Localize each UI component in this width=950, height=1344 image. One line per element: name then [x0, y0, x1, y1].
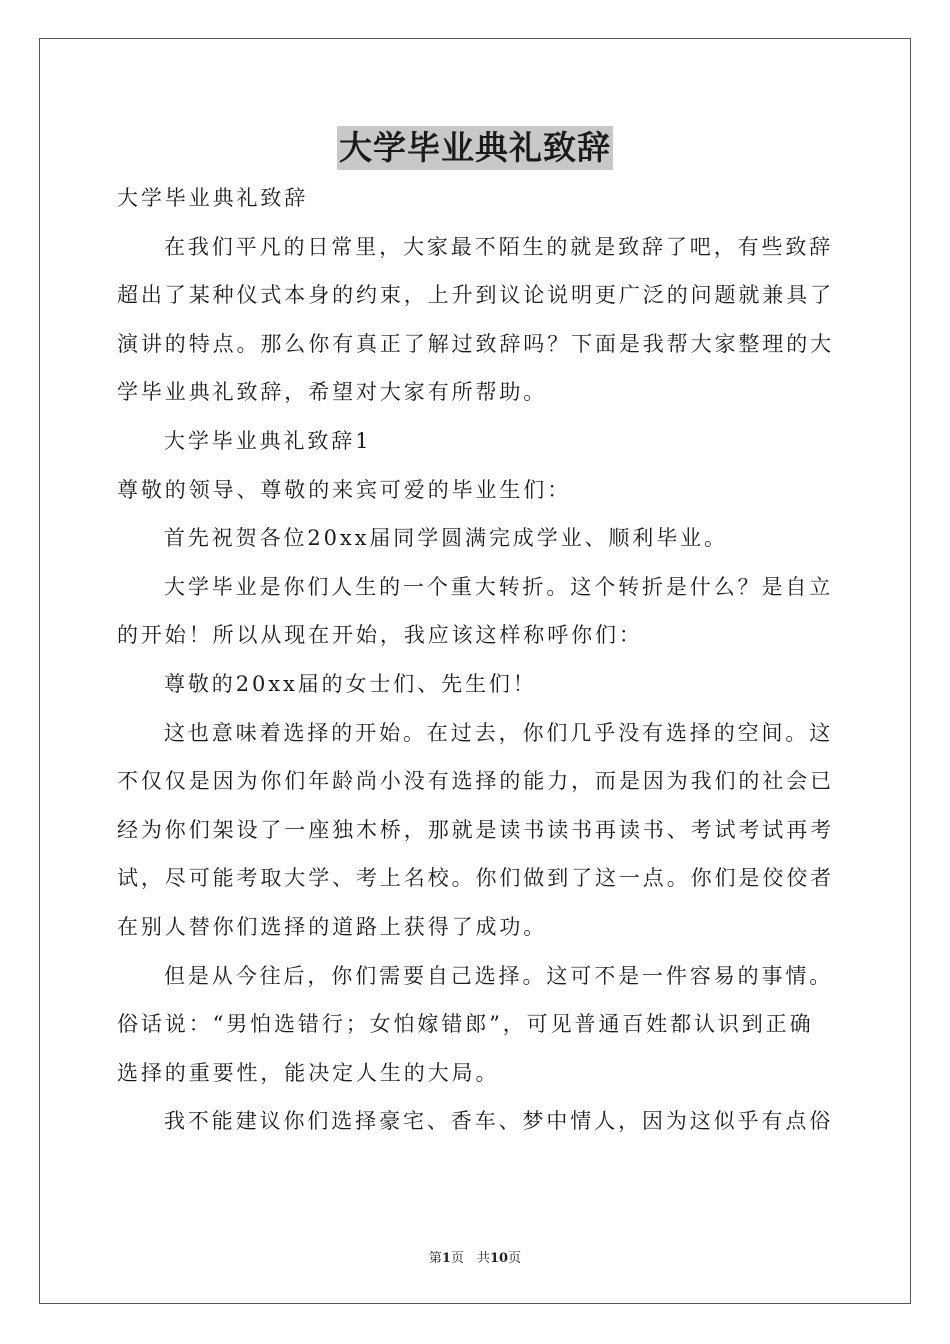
text-line: 不仅仅是因为你们年龄尚小没有选择的能力，而是因为我们的社会已	[117, 769, 834, 794]
document-title: 大学毕业典礼致辞	[337, 126, 613, 170]
title-container	[0, 126, 950, 170]
text-line: 在别人替你们选择的道路上获得了成功。	[117, 914, 548, 939]
text-line: 这也意味着选择的开始。在过去，你们几乎没有选择的空间。这	[164, 720, 834, 745]
text-line: 经为你们架设了一座独木桥，那就是读书读书再读书、考试考试再考	[117, 817, 834, 842]
footer-mid: 页 共	[450, 1251, 490, 1266]
current-page-number: 1	[441, 1251, 451, 1266]
text-line: 俗话说：“男怕选错行；女怕嫁错郎”，可见普通百姓都认识到正确	[117, 1012, 814, 1037]
text-line: 在我们平凡的日常里，大家最不陌生的就是致辞了吧，有些致辞	[164, 234, 834, 259]
text-line: 演讲的特点。那么你有真正了解过致辞吗？下面是我帮大家整理的大	[117, 331, 834, 356]
text-line: 学毕业典礼致辞，希望对大家有所帮助。	[117, 380, 548, 405]
text-line: 我不能建议你们选择豪宅、香车、梦中情人，因为这似乎有点俗	[164, 1109, 834, 1134]
text-line: 大学毕业典礼致辞	[117, 186, 309, 210]
footer-suffix: 页	[508, 1251, 522, 1266]
text-line: 大学毕业是你们人生的一个重大转折。这个转折是什么？是自立	[164, 574, 834, 599]
text-line: 大学毕业典礼致辞1	[164, 428, 372, 453]
text-line: 超出了某种仪式本身的约束，上升到议论说明更广泛的问题就兼具了	[117, 283, 834, 308]
text-line: 试，尽可能考取大学、考上名校。你们做到了这一点。你们是佼佼者	[117, 866, 834, 891]
text-line: 首先祝贺各位20xx届同学圆满完成学业、顺利毕业。	[164, 526, 728, 551]
footer-prefix: 第	[428, 1251, 442, 1266]
page-footer	[0, 1247, 950, 1266]
text-line: 的开始！所以从现在开始，我应该这样称呼你们：	[117, 623, 643, 648]
text-line: 但是从今往后，你们需要自己选择。这可不是一件容易的事情。	[164, 963, 834, 988]
text-line: 尊敬的20xx届的女士们、先生们！	[164, 671, 537, 696]
text-line: 尊敬的领导、尊敬的来宾可爱的毕业生们：	[117, 477, 572, 502]
document-body	[117, 174, 833, 1146]
total-page-count: 10	[489, 1251, 509, 1266]
text-line: 选择的重要性，能决定人生的大局。	[117, 1060, 500, 1085]
